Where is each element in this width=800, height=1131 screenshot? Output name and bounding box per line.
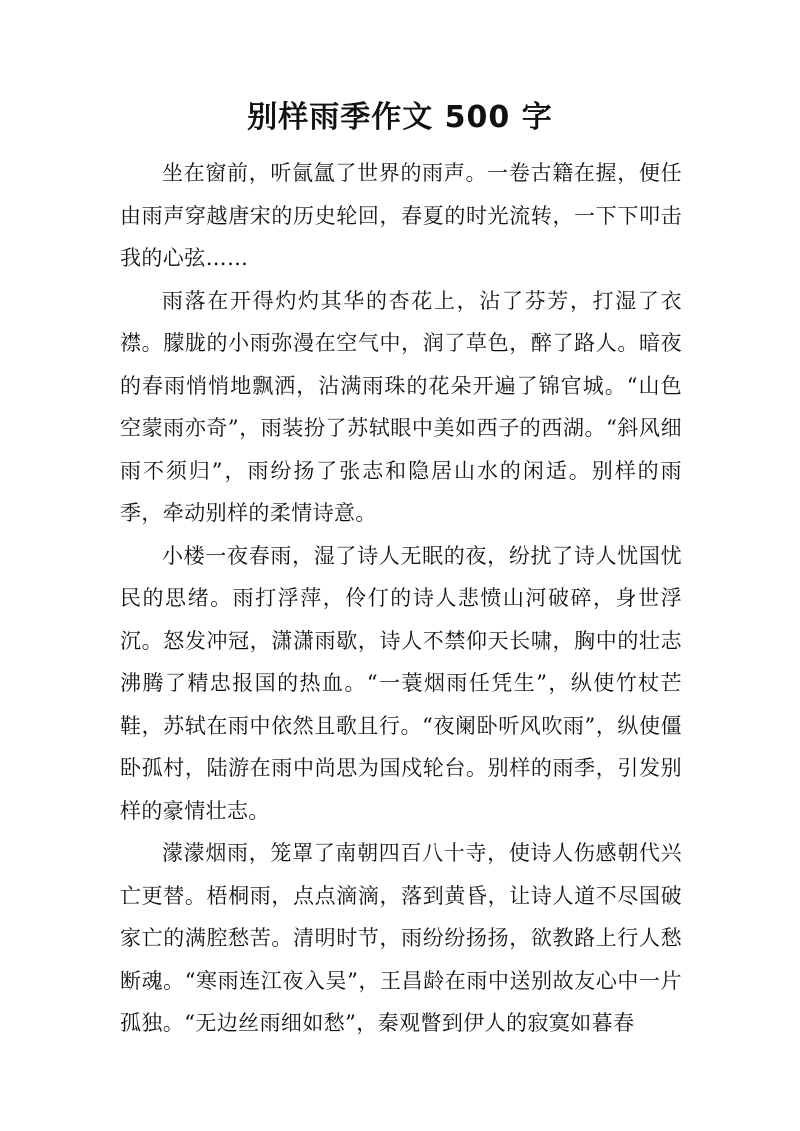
paragraph-1: 坐在窗前，听氤氲了世界的雨声。一卷古籍在握，便任由雨声穿越唐宋的历史轮回，春夏的时光流转，一下下叩击我的心弦…… bbox=[120, 161, 682, 270]
paragraph-2: 雨落在开得灼灼其华的杏花上，沾了芬芳，打湿了衣襟。朦胧的小雨弥漫在空气中，润了草色，醉了路人。暗夜的春雨悄悄地飘洒，沾满雨珠的花朵开遍了锦官城。“山色空蒙雨亦奇”，雨装扮了苏轼眼中美如西子的西湖。“斜风细雨不须归”，雨纷扬了张志和隐居山水的闲适。别样的雨季，牵动别样的柔情诗意。 bbox=[120, 288, 682, 525]
document-title: 别样雨季作文 500 字 bbox=[247, 100, 553, 135]
document-body bbox=[120, 152, 682, 1045]
paragraph-3: 小楼一夜春雨，湿了诗人无眠的夜，纷扰了诗人忧国忧民的思绪。雨打浮萍，伶仃的诗人悲愤山河破碎，身世浮沉。怒发冲冠，潇潇雨歇，诗人不禁仰天长啸，胸中的壮志沸腾了精忠报国的热血。“一蓑烟雨任凭生”，纵使竹杖芒鞋，苏轼在雨中依然且歌且行。“夜阑卧听风吹雨”，纵使僵卧孤村，陆游在雨中尚思为国戍轮台。别样的雨季，引发别样的豪情壮志。 bbox=[120, 543, 682, 823]
paragraph-4: 濛濛烟雨，笼罩了南朝四百八十寺，使诗人伤感朝代兴亡更替。梧桐雨，点点滴滴，落到黄昏，让诗人道不尽国破家亡的满腔愁苦。清明时节，雨纷纷扬扬，欲教路上行人愁断魂。“寒雨连江夜入吴”，王昌龄在雨中送别故友心中一片孤独。“无边丝雨细如愁”，秦观瞥到伊人的寂寞如暮春 bbox=[120, 841, 682, 1035]
